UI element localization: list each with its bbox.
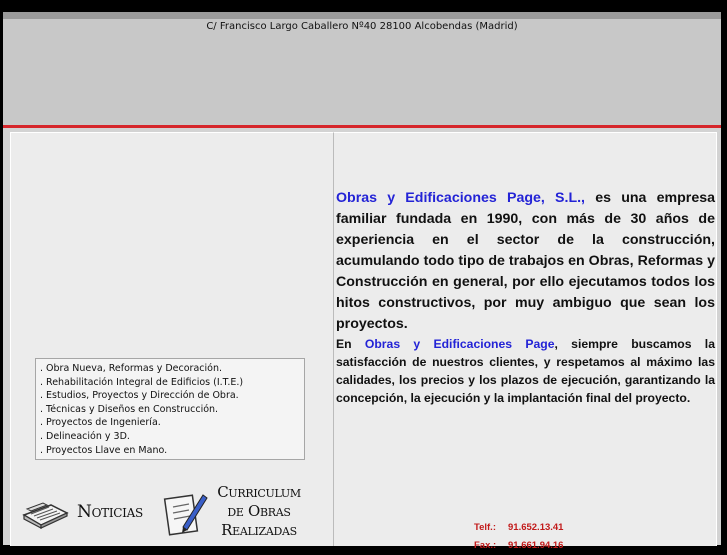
service-item[interactable]: . Proyectos de Ingeniería.	[40, 417, 161, 429]
curriculum-label-line1: Curriculum	[217, 483, 301, 501]
curriculum-label-line3: Realizadas	[221, 521, 297, 539]
fax-label: Fax.:	[474, 540, 497, 551]
phone-number: 91.652.13.41	[508, 522, 564, 533]
header-banner	[3, 19, 721, 125]
main-content	[3, 128, 721, 551]
services-list	[35, 358, 305, 460]
fax-number: 91.661.94.16	[508, 540, 564, 551]
service-item[interactable]: . Rehabilitación Integral de Edificios (I.T.E.)	[40, 376, 244, 388]
noticias-label: Noticias	[77, 502, 143, 522]
service-item[interactable]: . Estudios, Proyectos y Dirección de Obra.	[40, 390, 239, 402]
phone-row	[474, 519, 563, 537]
service-item[interactable]: . Proyectos Llave en Mano.	[40, 444, 168, 456]
right-column	[334, 132, 717, 551]
service-item[interactable]: . Técnicas y Diseños en Construcción.	[40, 403, 219, 415]
intro-paragraph	[336, 188, 715, 335]
newspaper-icon	[21, 495, 71, 531]
phone-label: Telf.:	[474, 522, 496, 533]
service-item[interactable]: . Delineación y 3D.	[40, 430, 130, 442]
company-name-link[interactable]: Obras y Edificaciones Page, S.L.,	[336, 190, 585, 206]
company-address: C/ Francisco Largo Caballero Nº40 28100 Alcobendas (Madrid)	[206, 21, 518, 32]
curriculum-link[interactable]	[163, 483, 308, 545]
noticias-link[interactable]	[19, 493, 149, 533]
left-column	[10, 132, 334, 546]
commitment-text: , siempre buscamos la satisfacción de nuestros clientes, y respetamos al máximo las calidades, los precios y los plazos de ejecución, garantizando la concepción, la ejecución y la implantación final del proyecto.	[336, 337, 715, 405]
fax-row	[474, 537, 563, 555]
contact-info	[474, 519, 563, 555]
top-strip	[3, 12, 721, 19]
company-name-link[interactable]: Obras y Edificaciones Page	[364, 337, 555, 351]
document-pen-icon	[163, 491, 209, 541]
commitment-paragraph	[336, 335, 715, 407]
curriculum-label-line2: de Obras	[227, 502, 291, 520]
service-item[interactable]: . Obra Nueva, Reformas y Decoración.	[40, 363, 222, 374]
intro-text: es una empresa familiar fundada en 1990, con más de 30 años de experiencia en el sector de la construcción, acumulando todo tipo de trabajos en Obras, Reformas y Construcción en general, por ello ejecutamos todos los hitos constructivos, por muy ambiguo que sean los proyectos.	[336, 190, 715, 332]
commitment-prefix: En	[336, 337, 365, 351]
